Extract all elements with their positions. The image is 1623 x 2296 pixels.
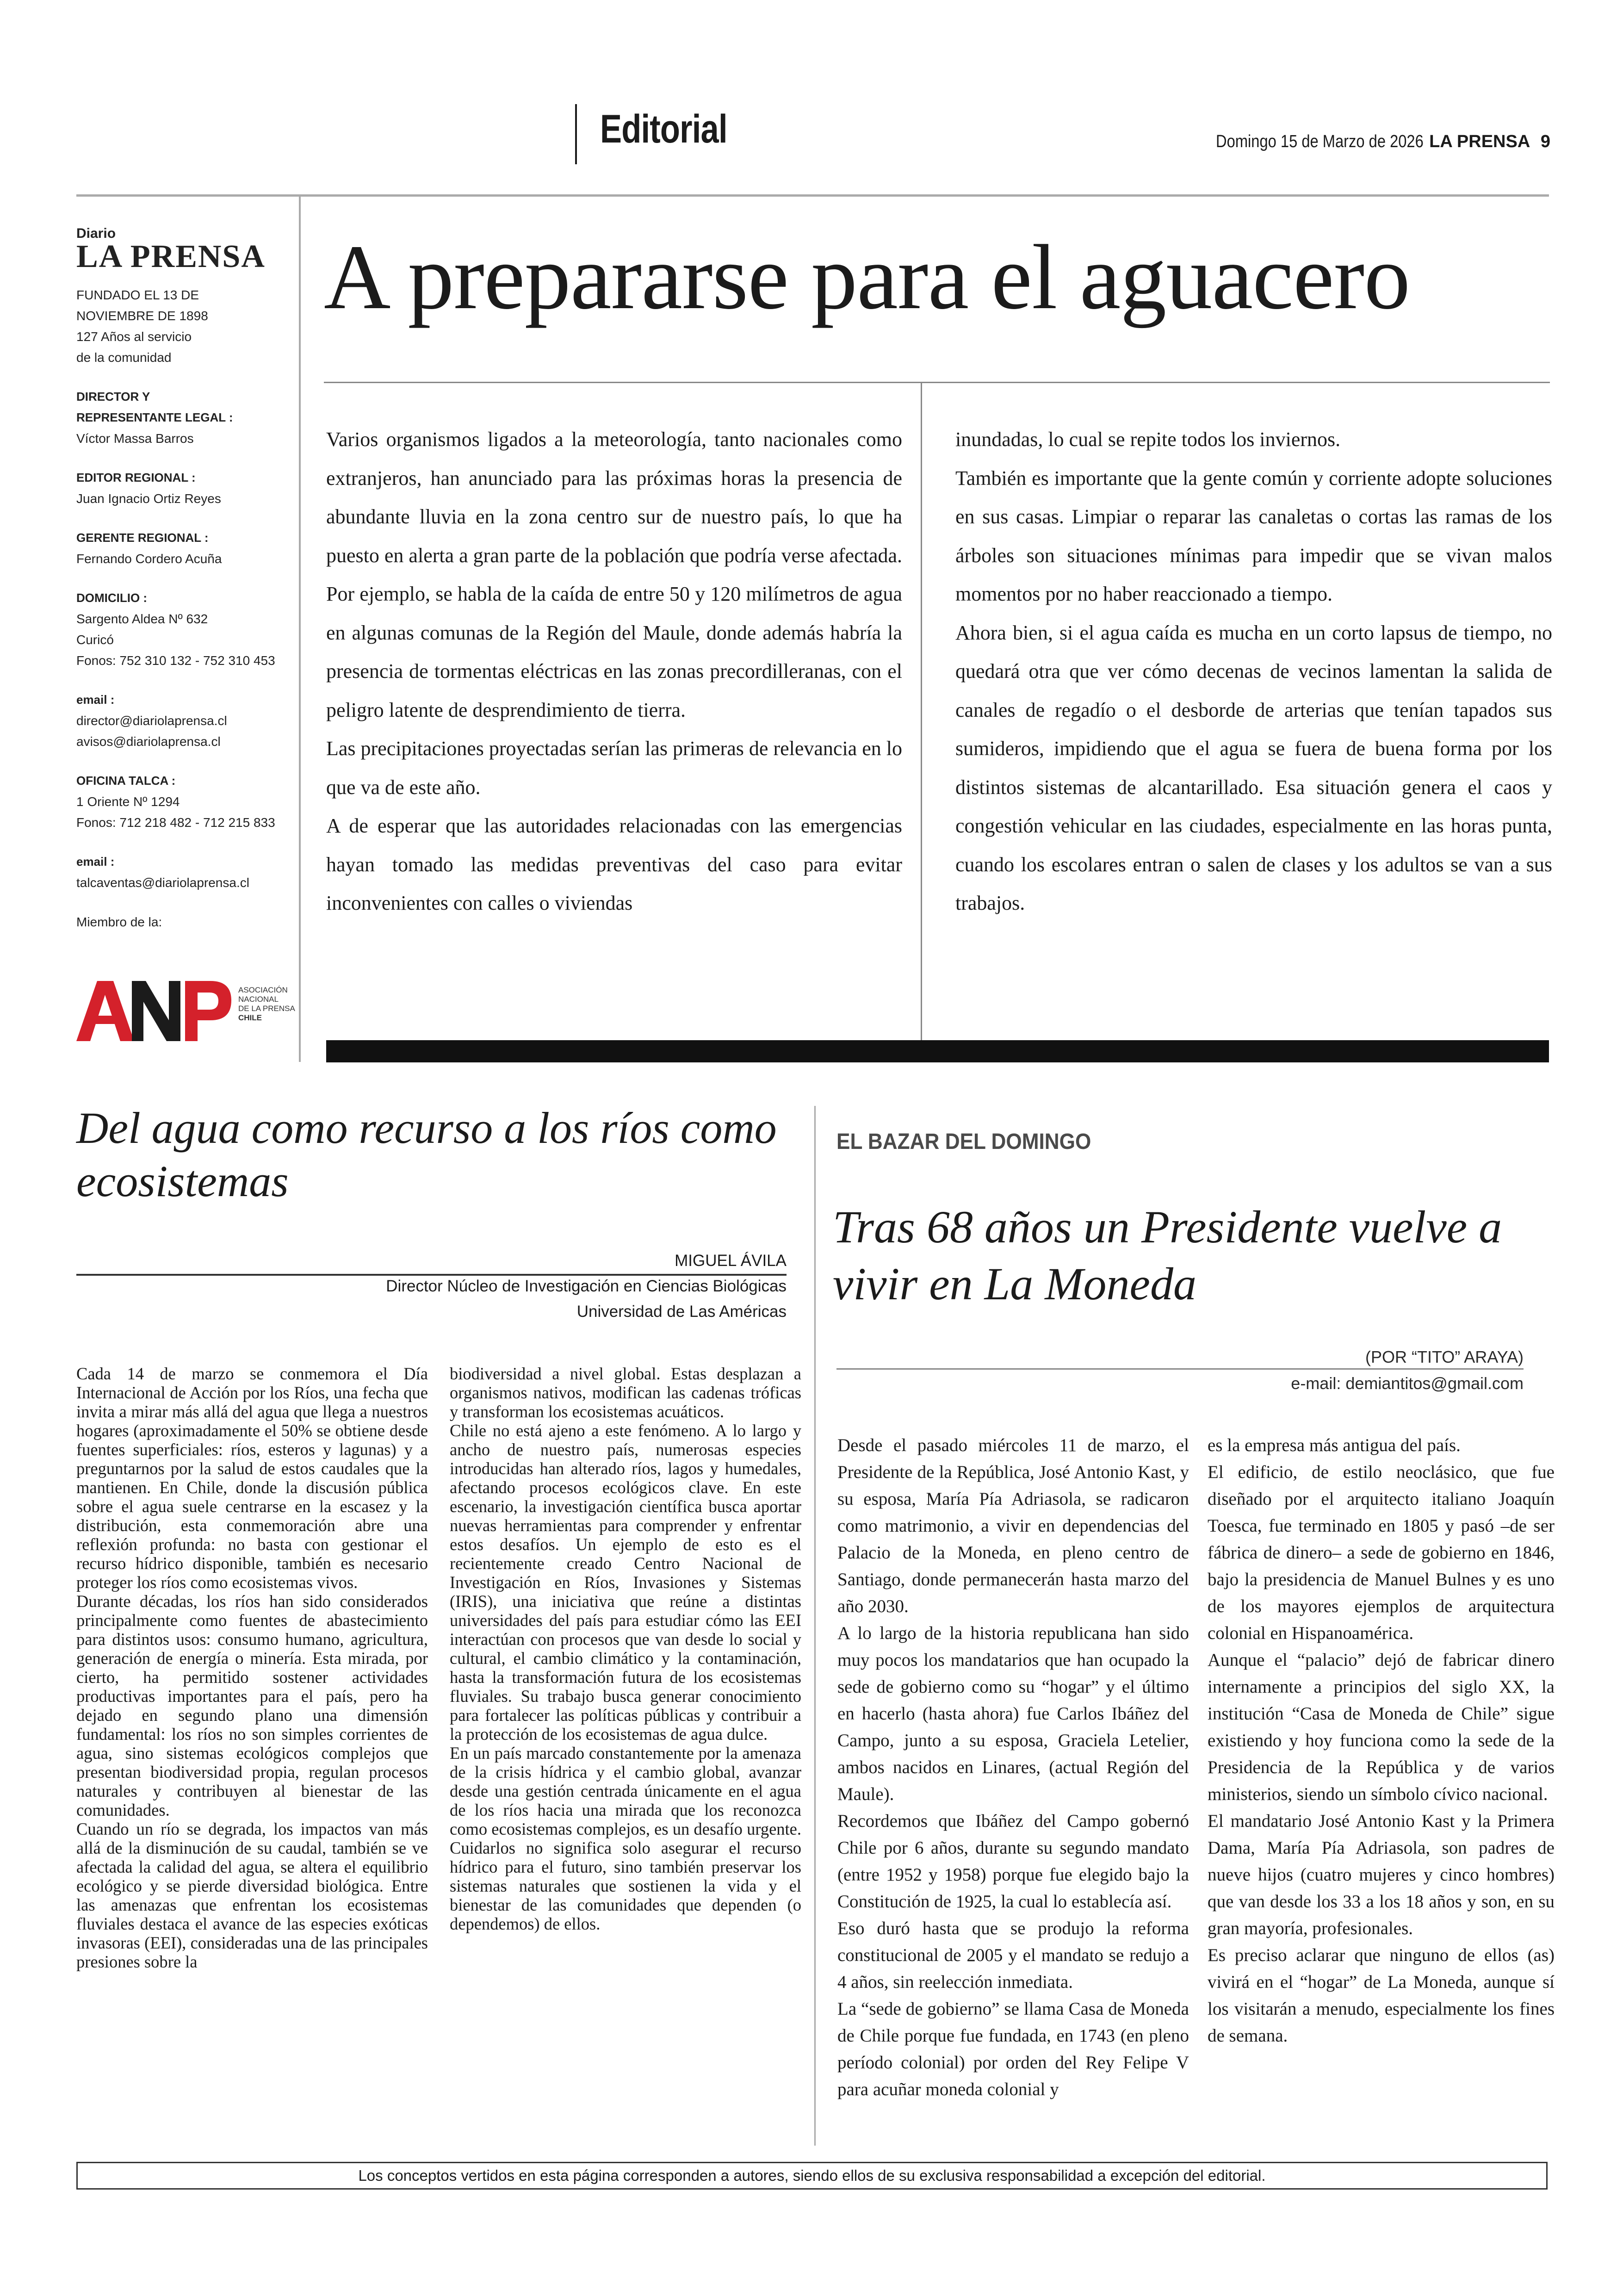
article-title: Del agua como recurso a los ríos como ecosistemas (76, 1103, 777, 1206)
section-bar (326, 1040, 1549, 1062)
paragraph: es la empresa más antigua del país. (1208, 1435, 1461, 1455)
anp-logo-text: CHILE (238, 1013, 262, 1022)
article-column-1 (837, 1432, 1189, 2103)
paragraph: Varios organismos ligados a la meteorología, tanto nacionales como extranjeros, han anunciado para las próximas horas la presencia de abundante lluvia en la zona centro sur de nuestro país, lo que ha puesto en alerta a gran parte de la población que podría verse afectada. Por ejemplo, se habla de la caída de entre 50 y 120 milímetros de agua en algunas comunas de la Región del Maule, donde además habría la presencia de tormentas eléctricas en las zonas precordilleranas, con el peligro latente de desprendimiento de tierra. (326, 428, 902, 721)
address-line: Fonos: 752 310 132 - 752 310 453 (76, 653, 275, 668)
paragraph: La “sede de gobierno” se llama Casa de Moneda de Chile porque fue fundada, en 1743 (en pleno período colonial) por orden del Rey Felipe V para acuñar moneda colonial y (837, 1999, 1189, 2099)
article-column-2 (1208, 1432, 1555, 2049)
byline-rule (836, 1368, 1524, 1370)
paragraph: A de esperar que las autoridades relacionadas con las emergencias hayan tomado las medidas preventivas del caso para evitar inconvenientes con calles o viviendas (326, 814, 902, 914)
paragraph: Cada 14 de marzo se conmemora el Día Internacional de Acción por los Ríos, una fecha que invita a mirar más allá del agua que llega a nuestros hogares (aproximadamente el 50% se obtiene desde fuentes superficiales: ríos, esteros y lagunas) y a preguntarnos por la salud de estos caudales que la mantienen. En Chile, donde la discusión pública sobre el agua suele centrarse en la escasez y la distribución, esta conmemoración abre una reflexión profunda: no basta con gestionar el recurso hídrico disponible, también es necesario proteger los ríos como ecosistemas vivos. (76, 1364, 428, 1592)
paragraph: Es preciso aclarar que ninguno de ellos (as) vivirá en el “hogar” de La Moneda, aunque sí los visitarán a menudo, especialmente los fines de semana. (1208, 1945, 1555, 2046)
founded-line: de la comunidad (76, 350, 172, 365)
masthead-logo: LA PRENSA (76, 239, 266, 274)
author-name: MIGUEL ÁVILA (675, 1252, 787, 1270)
manager-name: Fernando Cordero Acuña (76, 552, 222, 566)
editorial-headline: A prepararse para el aguacero (324, 226, 1410, 329)
page-number: 9 (1540, 132, 1550, 151)
anp-logo-text: NACIONAL (238, 995, 279, 1004)
email-link[interactable]: talcaventas@diariolaprensa.cl (76, 875, 249, 890)
author-role: Director Núcleo de Investigación en Ciencias Biológicas (386, 1277, 787, 1295)
article-column-2 (450, 1364, 801, 1933)
director-label: REPRESENTANTE LEGAL : (76, 410, 233, 424)
paragraph: Ahora bien, si el agua caída es mucha en un corto lapsus de tiempo, no quedará otra que ver cómo decenas de vecinos lamentan la salida de canales de regadío o el desborde de arterias que tenían tapados sus sumideros, impidiendo que el agua se fuera de buena forma por los distintos sistemas de alcantarillado. Esa situación genera el caos y congestión vehicular en las ciudades, especialmente en las horas punta, cuando los escolares entran o salen de clases y los adultos se van a sus trabajos. (955, 621, 1552, 914)
column-section-title: EL BAZAR DEL DOMINGO (836, 1129, 1091, 1154)
founded-line: FUNDADO EL 13 DE (76, 288, 199, 302)
member-label: Miembro de la: (76, 915, 162, 929)
email-link[interactable]: avisos@diariolaprensa.cl (76, 734, 221, 749)
paragraph: Aunque el “palacio” dejó de fabricar dinero internamente a principios del siglo XX, la institución “Casa de Moneda de Chile” sigue existiendo y hoy funciona como la sede de la Presidencia de la República y de varios ministerios, siendo un símbolo cívico nacional. (1208, 1650, 1555, 1804)
article-byline (836, 1344, 1524, 1370)
paragraph: Eso duró hasta que se produjo la reforma constitucional de 2005 y el mandato se redujo a 4 años, sin reelección inmediata. (837, 1918, 1189, 1992)
editor-label: EDITOR REGIONAL : (76, 471, 196, 484)
anp-logo-text: ASOCIACIÓN (238, 986, 288, 994)
manager-label: GERENTE REGIONAL : (76, 531, 209, 545)
director-label: DIRECTOR Y (76, 390, 150, 403)
email-label: email : (76, 693, 115, 707)
author-institution: Universidad de Las Américas (576, 1303, 787, 1321)
talca-line: Fonos: 712 218 482 - 712 215 833 (76, 815, 275, 830)
director-name: Víctor Massa Barros (76, 431, 194, 446)
author-email[interactable]: e-mail: demiantitos@gmail.com (1291, 1374, 1524, 1393)
headline-rule (324, 382, 1550, 383)
section-divider (575, 104, 577, 164)
paragraph: inundadas, lo cual se repite todos los inviernos. (955, 428, 1341, 451)
founded-line: 127 Años al servicio (76, 329, 192, 344)
talca-label: OFICINA TALCA : (76, 774, 176, 788)
editorial-column-1 (326, 420, 902, 923)
paragraph: Recordemos que Ibáñez del Campo gobernó Chile por 6 años, durante su segundo mandato (entre 1952 y 1958) porque fue elegido bajo la Constitución de 1925, la cual lo establecía así. (837, 1811, 1189, 1911)
header-rule (76, 194, 1549, 197)
footer-disclaimer: Los conceptos vertidos en esta página corresponden a autores, siendo ellos de su exclusiva responsabilidad a excepción del editorial. (76, 2162, 1548, 2190)
anp-logo-text: DE LA PRENSA (238, 1004, 295, 1013)
paragraph: Las precipitaciones proyectadas serían las primeras de relevancia en lo que va de este año. (326, 737, 902, 799)
paragraph: También es importante que la gente común y corriente adopte soluciones en sus casas. Limpiar o reparar las canaletas o cortas las ramas de los árboles son situaciones mínimas para impedir que se vivan malos momentos por no haber reaccionado a tiempo. (955, 466, 1552, 605)
founded-line: NOVIEMBRE DE 1898 (76, 309, 208, 323)
section-title: Editorial (600, 107, 727, 151)
issue-date: Domingo 15 de Marzo de 2026 (1216, 132, 1424, 151)
masthead-rule (299, 197, 301, 1062)
email-link[interactable]: director@diariolaprensa.cl (76, 714, 227, 728)
masthead (76, 227, 294, 932)
paragraph: biodiversidad a nivel global. Estas desplazan a organismos nativos, modifican las cadenas tróficas y transforman los ecosistemas acuáticos. (450, 1364, 801, 1421)
column-rule (921, 383, 922, 1040)
article-column-1 (76, 1364, 428, 1971)
address-line: Sargento Aldea Nº 632 (76, 612, 208, 626)
paragraph: Desde el pasado miércoles 11 de marzo, el Presidente de la República, José Antonio Kast, y su esposa, María Pía Adriasola, se radicaron como matrimonio, a vivir en dependencias del Palacio de la Moneda, en pleno centro de Santiago, donde permanecerán hasta marzo del año 2030. (837, 1435, 1189, 1616)
talca-line: 1 Oriente Nº 1294 (76, 794, 180, 809)
paragraph: Durante décadas, los ríos han sido considerados principalmente como fuentes de abastecimiento para distintos usos: consumo humano, agricultura, generación de energía o minería. Esta mirada, por cierto, ha permitido sostener actividades productivas importantes para el país, pero ha dejado en segundo plano una dimensión fundamental: los ríos no son simples corrientes de agua, sino sistemas ecológicos complejos que presentan biodiversidad propia, regulan procesos naturales y contribuyen al bienestar de las comunidades. (76, 1592, 428, 1819)
anp-logo (76, 976, 295, 1046)
column-rule (814, 1106, 816, 2146)
email2-label: email : (76, 855, 115, 869)
editor-name: Juan Ignacio Ortiz Reyes (76, 491, 221, 506)
paragraph: El edificio, de estilo neoclásico, que fue diseñado por el arquitecto italiano Joaquín Toesca, fue terminado en 1805 y pasó –de ser fábrica de dinero– a sede de gobierno en 1846, bajo la presidencia de Manuel Bulnes y es uno de los mayores ejemplos de arquitectura colonial en Hispanoamérica. (1208, 1462, 1555, 1643)
paragraph: A lo largo de la historia republicana han sido muy pocos los mandatarios que han ocupado la sede de gobierno como su “hogar” y el último en hacerlo (hasta ahora) fue Carlos Ibáñez del Campo, junto a su esposa, Graciela Letelier, ambos nacidos en Linares, (actual Región del Maule). (837, 1623, 1189, 1804)
masthead-diario: Diario (76, 226, 116, 241)
editorial-column-2 (955, 420, 1552, 923)
dateline (1182, 132, 1550, 152)
byline-rule (76, 1274, 787, 1276)
address-line: Curicó (76, 633, 114, 647)
paragraph: En un país marcado constantemente por la amenaza de la crisis hídrica y el cambio global, avanzar desde una gestión centrada únicamente en el agua de los ríos hacia una mirada que los reconozca como ecosistemas complejos, es un desafío urgente. Cuidarlos no significa solo asegurar el recurso hídrico para el futuro, sino también preservar los sistemas naturales que sostienen la vida y el bienestar de las comunidades que dependen (o dependemos) de ellos. (450, 1744, 801, 1933)
paragraph: Cuando un río se degrada, los impactos van más allá de la disminución de su caudal, también se ve afectada la calidad del agua, se altera el equilibrio ecológico y se pierde diversidad biológica. Entre las amenazas que enfrentan los ecosistemas fluviales destaca el avance de las especies exóticas invasoras (EEI), consideradas una de las principales presiones sobre la (76, 1819, 428, 1971)
author-name: (POR “TITO” ARAYA) (1365, 1347, 1524, 1366)
paragraph: Chile no está ajeno a este fenómeno. A lo largo y ancho de nuestro país, numerosas especies introducidas han alterado ríos, lagos y humedales, afectando procesos ecológicos clave. En este escenario, la investigación científica busca aportar nuevas herramientas para comprender y enfrentar estos desafíos. Un ejemplo de esto es el recientemente creado Centro Nacional de Investigación en Ríos, Invasiones y Sistemas (IRIS), una iniciativa que reúne a distintas universidades del país para estudiar cómo las EEI interactúan con procesos que van desde lo social y cultural, el cambio climático y la contaminación, hasta la transformación futura de los ecosistemas fluviales. Su trabajo busca generar conocimiento para fortalecer las políticas públicas y contribuir a la protección de los ecosistemas de agua dulce. (450, 1421, 801, 1744)
paper-name: LA PRENSA (1429, 132, 1530, 151)
article-byline (76, 1248, 787, 1324)
paragraph: El mandatario José Antonio Kast y la Primera Dama, María Pía Adriasola, son padres de nueve hijos (cuatro mujeres y cinco hombres) que van desde los 33 a los 18 años y son, en su gran mayoría, profesionales. (1208, 1811, 1555, 1938)
address-label: DOMICILIO : (76, 591, 148, 605)
article-title: Tras 68 años un Presidente vuelve a vivir en La Moneda (833, 1201, 1502, 1309)
